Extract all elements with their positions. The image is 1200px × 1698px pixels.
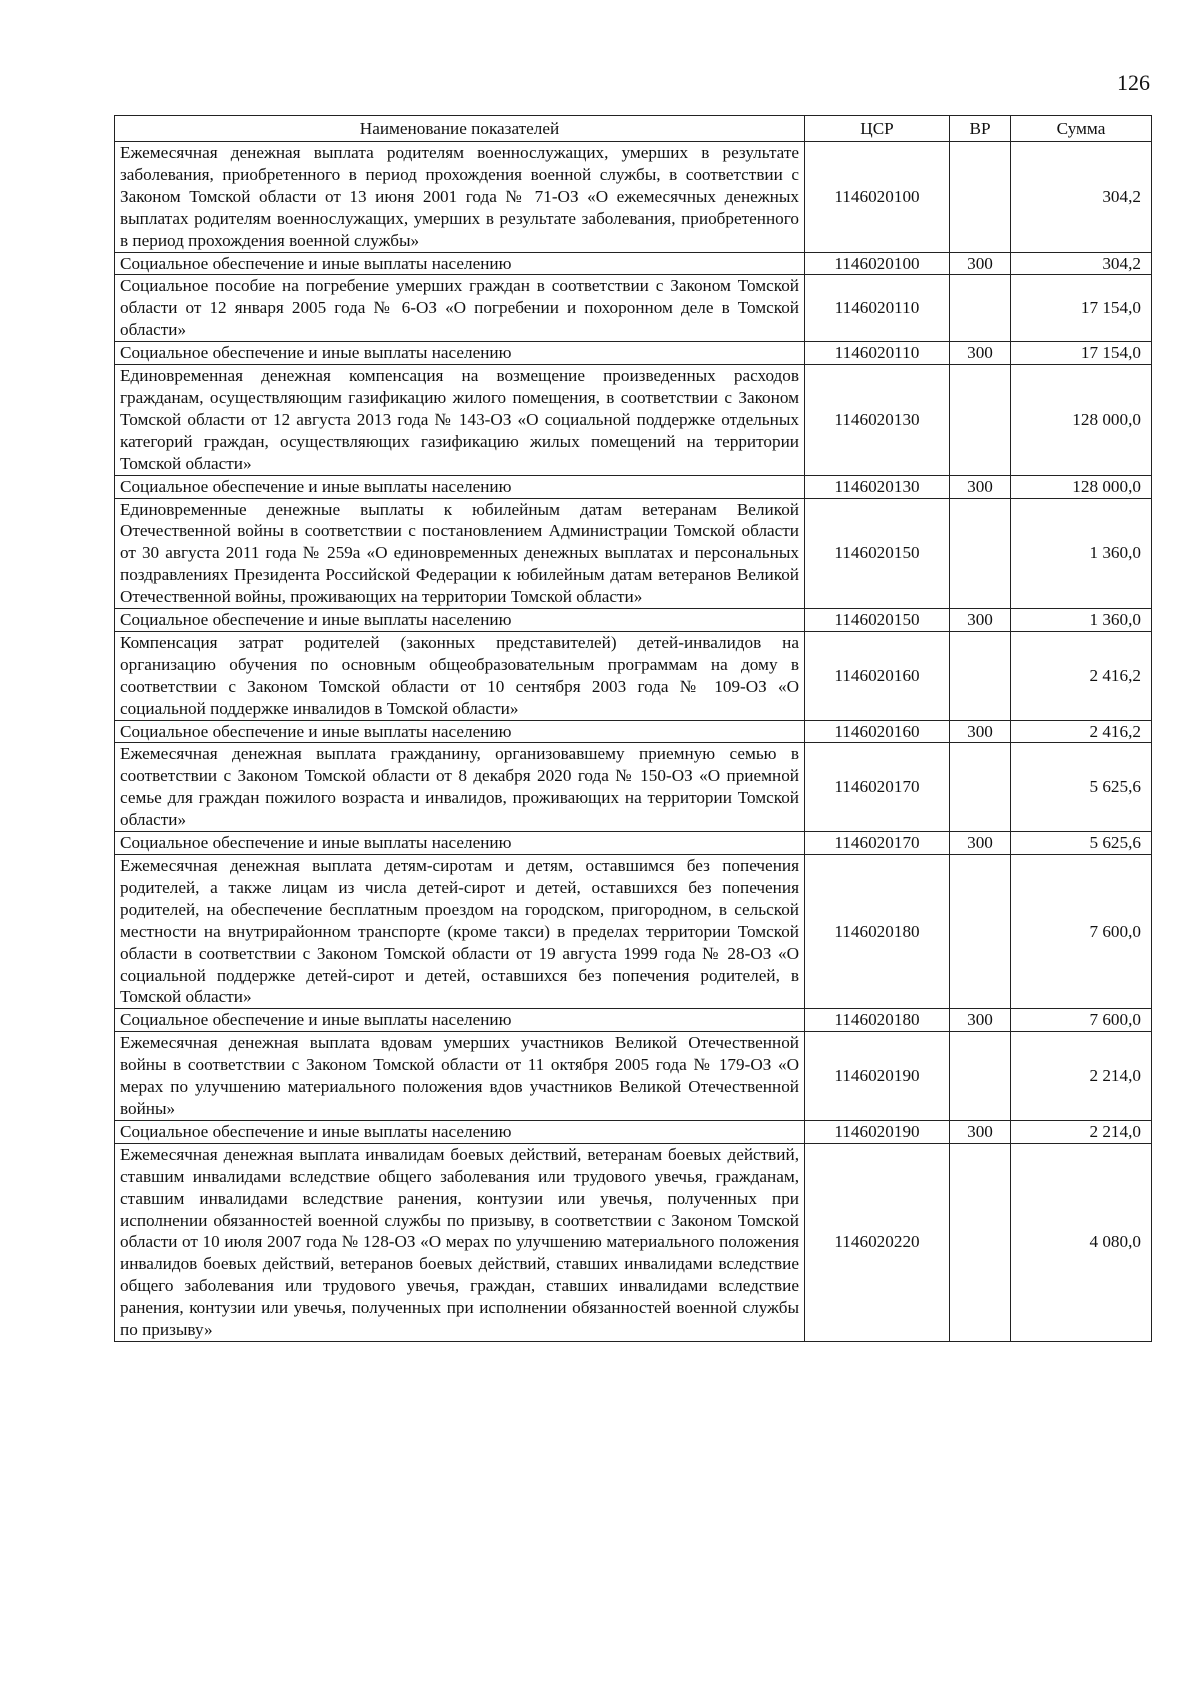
table-row	[115, 275, 1152, 342]
header-sum: Сумма	[1011, 116, 1152, 142]
row-sum: 128 000,0	[1011, 475, 1152, 498]
row-sum: 304,2	[1011, 252, 1152, 275]
table-row	[115, 142, 1152, 253]
row-sum: 7 600,0	[1011, 855, 1152, 1009]
header-vr: ВР	[950, 116, 1011, 142]
row-csr: 1146020170	[805, 832, 950, 855]
row-name: Социальное обеспечение и иные выплаты населению	[115, 609, 805, 632]
row-sum: 1 360,0	[1011, 609, 1152, 632]
header-name: Наименование показателей	[115, 116, 805, 142]
row-sum: 5 625,6	[1011, 832, 1152, 855]
row-vr	[950, 275, 1011, 342]
row-vr	[950, 498, 1011, 609]
row-vr: 300	[950, 475, 1011, 498]
row-csr: 1146020100	[805, 142, 950, 253]
row-name: Социальное пособие на погребение умерших граждан в соответствии с Законом Томской области от 12 января 2005 года № 6-ОЗ «О погребении и похоронном деле в Томской области»	[115, 275, 805, 342]
row-vr: 300	[950, 609, 1011, 632]
row-name: Социальное обеспечение и иные выплаты населению	[115, 342, 805, 365]
table-row	[115, 252, 1152, 275]
row-vr	[950, 1143, 1011, 1341]
row-vr	[950, 855, 1011, 1009]
row-vr	[950, 631, 1011, 720]
row-vr: 300	[950, 342, 1011, 365]
row-csr: 1146020220	[805, 1143, 950, 1341]
table-row	[115, 1009, 1152, 1032]
row-sum: 2 416,2	[1011, 631, 1152, 720]
row-sum: 128 000,0	[1011, 365, 1152, 476]
table-row	[115, 1032, 1152, 1121]
row-name: Ежемесячная денежная выплата инвалидам боевых действий, ветеранам боевых действий, ставшим инвалидами вследствие общего заболевания или трудового увечья, гражданам, ставшим инвалидами вследствие ранения, контузии или увечья, полученных при исполнении обязанностей военной службы по призыву, в соответствии с Законом Томской области от 10 июля 2007 года № 128-ОЗ «О мерах по улучшению материального положения инвалидов боевых действий, ветеранов боевых действий, ставших инвалидами вследствие общего заболевания или трудового увечья, граждан, ставших инвалидами вследствие ранения, контузии или увечья, полученных при исполнении обязанностей военной службы по призыву»	[115, 1143, 805, 1341]
row-name: Социальное обеспечение и иные выплаты населению	[115, 832, 805, 855]
row-csr: 1146020180	[805, 855, 950, 1009]
row-name: Социальное обеспечение и иные выплаты населению	[115, 1120, 805, 1143]
row-name: Компенсация затрат родителей (законных представителей) детей-инвалидов на организацию обучения по основным общеобразовательным программам на дому в соответствии с Законом Томской области от 10 сентября 2003 года № 109-ОЗ «О социальной поддержке инвалидов в Томской области»	[115, 631, 805, 720]
row-name: Социальное обеспечение и иные выплаты населению	[115, 475, 805, 498]
row-sum: 2 214,0	[1011, 1032, 1152, 1121]
row-vr: 300	[950, 832, 1011, 855]
row-sum: 2 416,2	[1011, 720, 1152, 743]
row-csr: 1146020110	[805, 342, 950, 365]
row-csr: 1146020160	[805, 631, 950, 720]
header-csr: ЦСР	[805, 116, 950, 142]
table-row	[115, 609, 1152, 632]
table-header-row	[115, 116, 1152, 142]
row-sum: 17 154,0	[1011, 275, 1152, 342]
row-vr	[950, 365, 1011, 476]
budget-table	[114, 115, 1152, 1342]
row-csr: 1146020160	[805, 720, 950, 743]
table-row	[115, 855, 1152, 1009]
table-row	[115, 743, 1152, 832]
row-vr	[950, 142, 1011, 253]
row-csr: 1146020100	[805, 252, 950, 275]
row-name: Социальное обеспечение и иные выплаты населению	[115, 252, 805, 275]
page-number: 126	[1117, 70, 1150, 95]
row-name: Ежемесячная денежная выплата детям-сиротам и детям, оставшимся без попечения родителей, а также лицам из числа детей-сирот и детей, оставшихся без попечения родителей, на обеспечение бесплатным проездом на городском, пригородном, в сельской местности на внутрирайонном транспорте (кроме такси) в пределах территории Томской области в соответствии с Законом Томской области от 19 августа 1999 года № 28-ОЗ «О социальной поддержке детей-сирот и детей, оставшихся без попечения родителей, в Томской области»	[115, 855, 805, 1009]
table-row	[115, 475, 1152, 498]
row-csr: 1146020170	[805, 743, 950, 832]
row-sum: 17 154,0	[1011, 342, 1152, 365]
row-csr: 1146020130	[805, 365, 950, 476]
row-vr: 300	[950, 252, 1011, 275]
table-row	[115, 1143, 1152, 1341]
row-name: Единовременные денежные выплаты к юбилейным датам ветеранам Великой Отечественной войны в соответствии с постановлением Администрации Томской области от 30 августа 2011 года № 259а «О единовременных денежных выплатах и персональных поздравлениях Президента Российской Федерации к юбилейным датам ветеранов Великой Отечественной войны, проживающих на территории Томской области»	[115, 498, 805, 609]
table-row	[115, 342, 1152, 365]
table-row	[115, 631, 1152, 720]
row-vr	[950, 743, 1011, 832]
row-name: Социальное обеспечение и иные выплаты населению	[115, 720, 805, 743]
table-row	[115, 1120, 1152, 1143]
row-name: Ежемесячная денежная выплата родителям военнослужащих, умерших в результате заболевания, приобретенного в период прохождения военной службы, в соответствии с Законом Томской области от 13 июня 2001 года № 71-ОЗ «О ежемесячных денежных выплатах родителям военнослужащих, умерших в результате заболевания, приобретенного в период прохождения военной службы»	[115, 142, 805, 253]
table-row	[115, 498, 1152, 609]
table-row	[115, 832, 1152, 855]
row-name: Социальное обеспечение и иные выплаты населению	[115, 1009, 805, 1032]
row-sum: 5 625,6	[1011, 743, 1152, 832]
row-sum: 4 080,0	[1011, 1143, 1152, 1341]
row-csr: 1146020130	[805, 475, 950, 498]
row-sum: 1 360,0	[1011, 498, 1152, 609]
row-csr: 1146020150	[805, 609, 950, 632]
row-csr: 1146020190	[805, 1120, 950, 1143]
row-vr	[950, 1032, 1011, 1121]
table-row	[115, 365, 1152, 476]
row-name: Единовременная денежная компенсация на возмещение произведенных расходов гражданам, осуществляющим газификацию жилого помещения, в соответствии с Законом Томской области от 12 августа 2013 года № 143-ОЗ «О социальной поддержке отдельных категорий граждан, осуществляющих газификацию жилых помещений на территории Томской области»	[115, 365, 805, 476]
row-csr: 1146020190	[805, 1032, 950, 1121]
row-name: Ежемесячная денежная выплата гражданину, организовавшему приемную семью в соответствии с Законом Томской области от 8 декабря 2020 года № 150-ОЗ «О приемной семье для граждан пожилого возраста и инвалидов, проживающих на территории Томской области»	[115, 743, 805, 832]
row-sum: 2 214,0	[1011, 1120, 1152, 1143]
row-sum: 304,2	[1011, 142, 1152, 253]
row-csr: 1146020180	[805, 1009, 950, 1032]
row-csr: 1146020110	[805, 275, 950, 342]
row-sum: 7 600,0	[1011, 1009, 1152, 1032]
row-vr: 300	[950, 1009, 1011, 1032]
row-vr: 300	[950, 720, 1011, 743]
row-vr: 300	[950, 1120, 1011, 1143]
row-csr: 1146020150	[805, 498, 950, 609]
row-name: Ежемесячная денежная выплата вдовам умерших участников Великой Отечественной войны в соответствии с Законом Томской области от 11 октября 2005 года № 179-ОЗ «О мерах по улучшению материального положения вдов участников Великой Отечественной войны»	[115, 1032, 805, 1121]
table-row	[115, 720, 1152, 743]
